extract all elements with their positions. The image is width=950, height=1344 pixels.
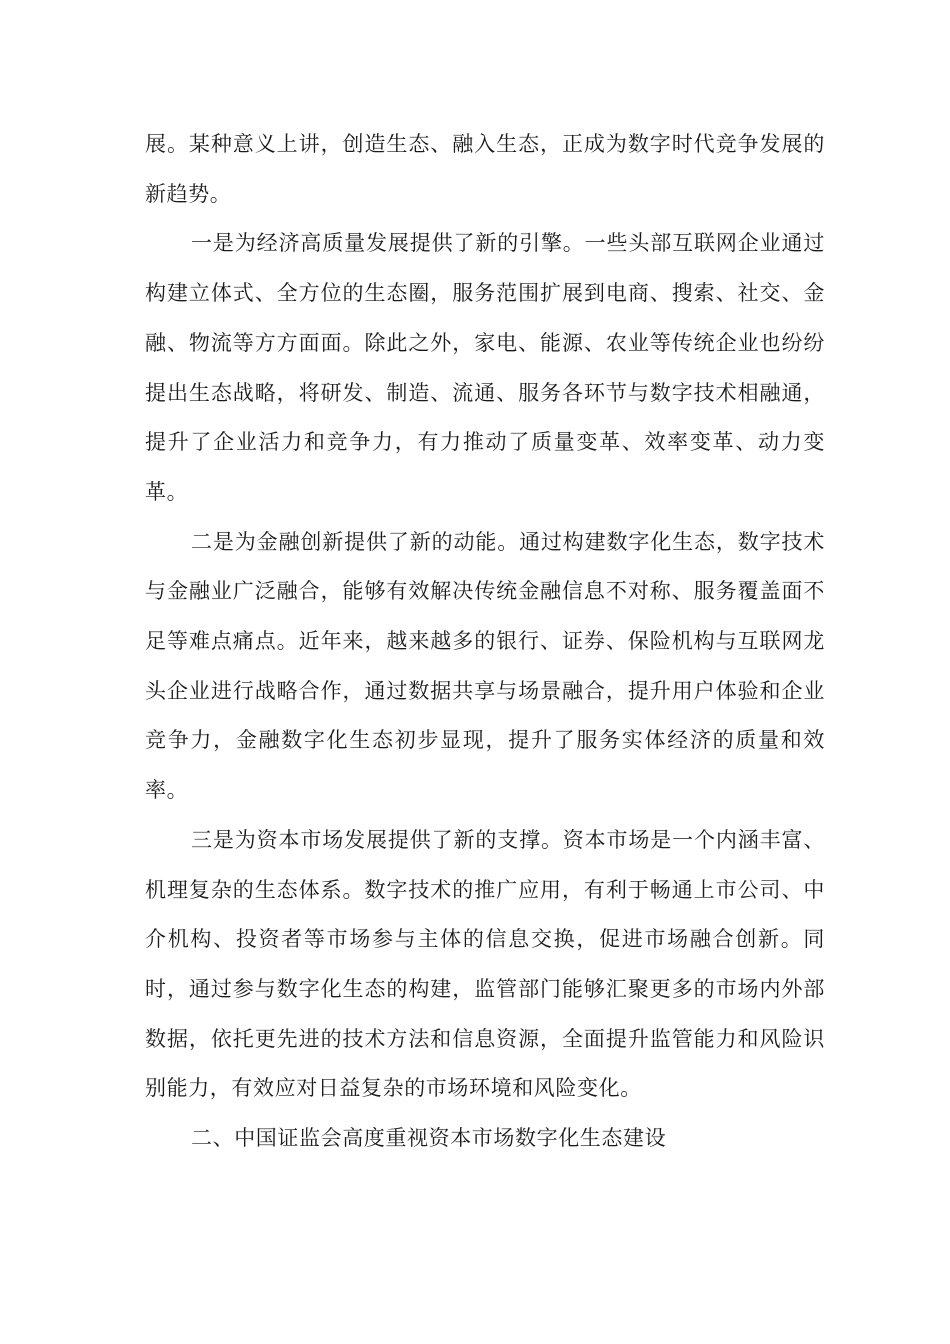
paragraph-economic-engine: 一是为经济高质量发展提供了新的引擎。一些头部互联网企业通过构建立体式、全方位的生态圈，服务范围扩展到电商、搜索、社交、金融、物流等方方面面。除此之外，家电、能源、农业等传统企业也纷纷提出生态战略，将研发、制造、流通、服务各环节与数字技术相融通，提升了企业活力和竞争力，有力推动了质量变革、效率变革、动力变革。 [145,231,825,504]
document-body [145,120,825,1164]
paragraph-financial-innovation: 二是为金融创新提供了新的动能。通过构建数字化生态，数字技术与金融业广泛融合，能够有效解决传统金融信息不对称、服务覆盖面不足等难点痛点。近年来，越来越多的银行、证券、保险机构与互联网龙头企业进行战略合作，通过数据共享与场景融合，提升用户体验和企业竞争力，金融数字化生态初步显现，提升了服务实体经济的质量和效率。 [145,529,825,803]
paragraph-continuation: 展。某种意义上讲，创造生态、融入生态，正成为数字时代竞争发展的新趋势。 [145,132,825,206]
section-heading: 二、中国证监会高度重视资本市场数字化生态建设 [191,1126,667,1151]
paragraph-capital-market-support: 三是为资本市场发展提供了新的支撑。资本市场是一个内涵丰富、机理复杂的生态体系。数字技术的推广应用，有利于畅通上市公司、中介机构、投资者等市场参与主体的信息交换，促进市场融合创新。同时，通过参与数字化生态的构建，监管部门能够汇聚更多的市场内外部数据，依托更先进的技术方法和信息资源，全面提升监管能力和风险识别能力，有效应对日益复杂的市场环境和风险变化。 [145,827,825,1101]
